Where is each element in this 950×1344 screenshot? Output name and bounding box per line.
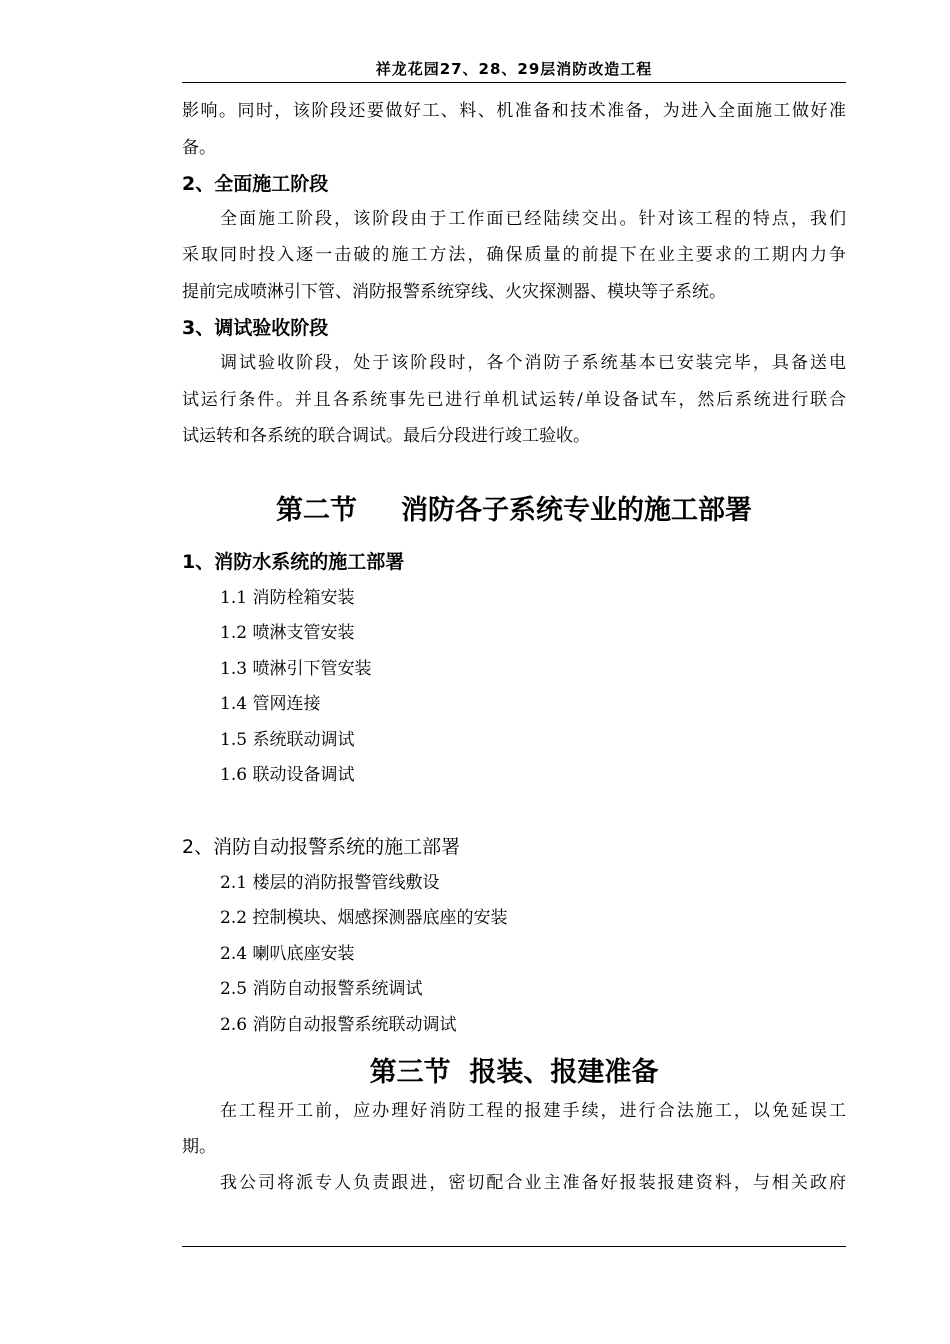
heading-testing-acceptance: 3、调试验收阶段 — [182, 317, 329, 339]
footer-rule — [182, 1246, 846, 1247]
heading-alarm-system: 2、消防自动报警系统的施工部署 — [182, 836, 461, 858]
paragraph-line: 试运转和各系统的联合调试。最后分段进行竣工验收。 — [182, 426, 590, 446]
paragraph-line: 影响。同时，该阶段还要做好工、料、机准备和技术准备，为进入全面施工做好准 — [182, 101, 846, 121]
paragraph-line: 全面施工阶段，该阶段由于工作面已经陆续交出。针对该工程的特点，我们 — [220, 209, 846, 229]
list-item: 2.1 楼层的消防报警管线敷设 — [220, 873, 440, 893]
paragraph-line: 试运行条件。并且各系统事先已进行单机试运转/单设备试车，然后系统进行联合 — [182, 390, 846, 410]
list-item: 2.6 消防自动报警系统联动调试 — [220, 1015, 457, 1035]
heading-full-construction: 2、全面施工阶段 — [182, 173, 329, 195]
paragraph-line: 我公司将派专人负责跟进，密切配合业主准备好报装报建资料，与相关政府 — [220, 1173, 846, 1193]
list-item: 1.3 喷淋引下管安装 — [220, 659, 372, 679]
list-item: 1.5 系统联动调试 — [220, 730, 355, 750]
header-rule — [182, 82, 846, 83]
paragraph-line: 在工程开工前，应办理好消防工程的报建手续，进行合法施工，以免延误工 — [220, 1101, 846, 1121]
list-item: 2.4 喇叭底座安装 — [220, 944, 355, 964]
paragraph-line: 调试验收阶段，处于该阶段时，各个消防子系统基本已安装完毕，具备送电 — [220, 353, 846, 373]
list-item: 1.4 管网连接 — [220, 694, 321, 714]
page-header: 祥龙花园27、28、29层消防改造工程 — [375, 60, 653, 78]
section-2-name: 消防各子系统专业的施工部署 — [401, 495, 752, 526]
paragraph-line: 提前完成喷淋引下管、消防报警系统穿线、火灾探测器、模块等子系统。 — [182, 282, 726, 302]
list-item: 1.2 喷淋支管安装 — [220, 623, 355, 643]
section-2-title — [182, 494, 846, 528]
heading-water-system: 1、消防水系统的施工部署 — [182, 551, 405, 573]
list-item: 2.5 消防自动报警系统调试 — [220, 979, 423, 999]
paragraph-line: 备。 — [182, 138, 216, 158]
paragraph-line: 采取同时投入逐一击破的施工方法，确保质量的前提下在业主要求的工期内力争 — [182, 245, 846, 265]
section-3-title: 第三节 报装、报建准备 — [369, 1057, 659, 1088]
section-2-number: 第二节 — [276, 495, 357, 526]
paragraph-line: 期。 — [182, 1137, 216, 1157]
list-item: 1.1 消防栓箱安装 — [220, 588, 355, 608]
list-item: 1.6 联动设备调试 — [220, 765, 355, 785]
list-item: 2.2 控制模块、烟感探测器底座的安装 — [220, 908, 508, 928]
